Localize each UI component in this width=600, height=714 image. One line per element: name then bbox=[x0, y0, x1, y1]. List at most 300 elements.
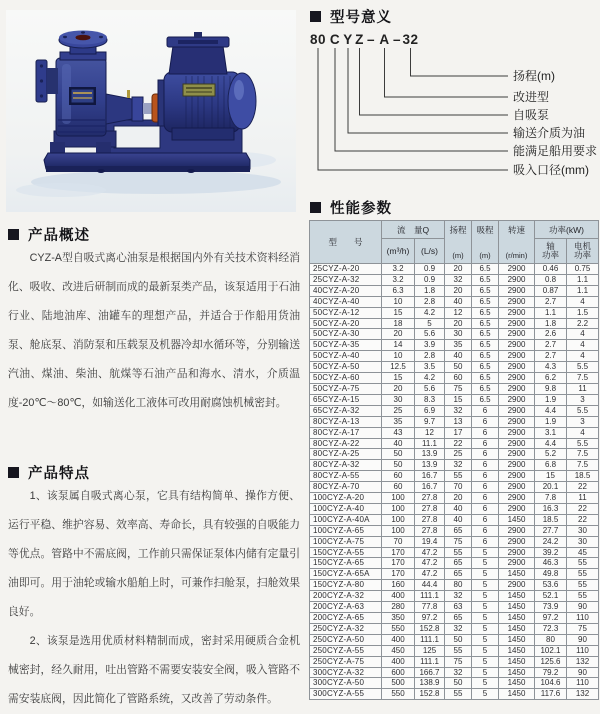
value-cell: 27.8 bbox=[415, 514, 445, 525]
value-cell: 16.7 bbox=[415, 482, 445, 493]
value-cell: 6.5 bbox=[472, 318, 499, 329]
table-row bbox=[310, 274, 599, 285]
model-cell: 150CYZ-A-80 bbox=[310, 580, 382, 591]
table-row bbox=[310, 667, 599, 678]
table-row bbox=[310, 362, 599, 373]
value-cell: 2900 bbox=[499, 351, 535, 362]
value-cell: 5 bbox=[472, 580, 499, 591]
value-cell: 50 bbox=[445, 678, 472, 689]
value-cell: 1450 bbox=[499, 689, 535, 700]
col-header-suction bbox=[472, 221, 499, 264]
table-row bbox=[310, 307, 599, 318]
model-cell: 65CYZ-A-15 bbox=[310, 394, 382, 405]
value-cell: 20.1 bbox=[535, 482, 567, 493]
value-cell: 43 bbox=[382, 427, 415, 438]
value-cell: 2900 bbox=[499, 285, 535, 296]
value-cell: 4.3 bbox=[535, 362, 567, 373]
value-cell: 2900 bbox=[499, 427, 535, 438]
value-cell: 1450 bbox=[499, 514, 535, 525]
code-part-Z: Z bbox=[355, 32, 364, 47]
model-cell: 80CYZ-A-70 bbox=[310, 482, 382, 493]
value-cell: 20 bbox=[445, 318, 472, 329]
value-cell: 8.3 bbox=[415, 394, 445, 405]
value-cell: 12.5 bbox=[382, 362, 415, 373]
value-cell: 6 bbox=[472, 493, 499, 504]
label-head: 扬程(m) bbox=[513, 69, 555, 83]
model-cell: 80CYZ-A-13 bbox=[310, 416, 382, 427]
value-cell: 6 bbox=[472, 416, 499, 427]
table-row bbox=[310, 656, 599, 667]
value-cell: 79.2 bbox=[535, 667, 567, 678]
value-cell: 2900 bbox=[499, 536, 535, 547]
value-cell: 50 bbox=[382, 449, 415, 460]
label-medium-oil: 输送介质为油 bbox=[513, 126, 586, 140]
model-designation-diagram bbox=[308, 28, 598, 196]
value-cell: 80 bbox=[535, 634, 567, 645]
model-meaning-title bbox=[310, 6, 392, 27]
value-cell: 2900 bbox=[499, 416, 535, 427]
model-cell: 80CYZ-A-17 bbox=[310, 427, 382, 438]
section-bullet-icon bbox=[8, 229, 19, 240]
value-cell: 2.7 bbox=[535, 296, 567, 307]
value-cell: 24.2 bbox=[535, 536, 567, 547]
value-cell: 2900 bbox=[499, 580, 535, 591]
value-cell: 111.1 bbox=[415, 634, 445, 645]
value-cell: 2900 bbox=[499, 318, 535, 329]
table-row bbox=[310, 591, 599, 602]
value-cell: 40 bbox=[445, 296, 472, 307]
value-cell: 5.6 bbox=[415, 383, 445, 394]
value-cell: 32 bbox=[445, 405, 472, 416]
value-cell: 6 bbox=[472, 482, 499, 493]
value-cell: 1450 bbox=[499, 656, 535, 667]
value-cell: 6 bbox=[472, 525, 499, 536]
col-header-speed-text: 转速 bbox=[507, 225, 525, 235]
section-bullet-icon bbox=[310, 202, 321, 213]
value-cell: 22 bbox=[567, 482, 599, 493]
features-paragraph-2: 2、该泵是选用优质材料精制而成，密封采用硬质合金机械密封，经久耐用，吐出管路不需要安装安全阀，吸入管路不需安装底阀，因此简化了管路系统，又改善了劳动条件。 bbox=[8, 635, 300, 705]
overview-paragraph: CYZ-A型自吸式离心油泵是根据国内外有关技术资料经消化、吸收、改进后研制而成的最新泵类产品，该泵适用于石油行业、陆地油库、油罐车的理想产品，并适合于作船用货油泵、舱底泵、消防泵和压载泵及机器冷却水循环等，分别输送汽油、煤油、柴油、航煤等石油产品和海水、清水，介质温度-20℃～80℃，如输送化工液体可改用耐腐蚀机械密封。 bbox=[8, 252, 300, 409]
value-cell: 55 bbox=[445, 471, 472, 482]
value-cell: 80 bbox=[445, 580, 472, 591]
value-cell: 6 bbox=[472, 449, 499, 460]
model-cell: 65CYZ-A-32 bbox=[310, 405, 382, 416]
model-cell: 300CYZ-A-55 bbox=[310, 689, 382, 700]
value-cell: 4 bbox=[567, 351, 599, 362]
value-cell: 2900 bbox=[499, 558, 535, 569]
value-cell: 4 bbox=[567, 427, 599, 438]
value-cell: 27.8 bbox=[415, 493, 445, 504]
value-cell: 111.1 bbox=[415, 591, 445, 602]
table-row bbox=[310, 427, 599, 438]
value-cell: 15 bbox=[382, 307, 415, 318]
table-row bbox=[310, 645, 599, 656]
value-cell: 1.1 bbox=[567, 274, 599, 285]
motor-power-line1: 电机 bbox=[573, 241, 591, 251]
performance-table bbox=[309, 220, 598, 700]
value-cell: 5.5 bbox=[567, 438, 599, 449]
value-cell: 40 bbox=[382, 438, 415, 449]
label-improved: 改进型 bbox=[513, 90, 550, 104]
value-cell: 11 bbox=[567, 383, 599, 394]
value-cell: 2900 bbox=[499, 482, 535, 493]
model-cell: 50CYZ-A-50 bbox=[310, 362, 382, 373]
value-cell: 160 bbox=[382, 580, 415, 591]
value-cell: 5.5 bbox=[567, 362, 599, 373]
value-cell: 2900 bbox=[499, 471, 535, 482]
value-cell: 16.7 bbox=[415, 471, 445, 482]
value-cell: 40 bbox=[445, 514, 472, 525]
value-cell: 0.8 bbox=[535, 274, 567, 285]
code-dash-icon: – bbox=[392, 32, 402, 47]
section-title-text: 性能参数 bbox=[330, 201, 392, 217]
code-dash-icon: – bbox=[366, 32, 376, 47]
value-cell: 52.1 bbox=[535, 591, 567, 602]
model-cell: 50CYZ-A-60 bbox=[310, 373, 382, 384]
value-cell: 6.8 bbox=[535, 460, 567, 471]
value-cell: 9.7 bbox=[415, 416, 445, 427]
value-cell: 53.6 bbox=[535, 580, 567, 591]
value-cell: 55 bbox=[445, 645, 472, 656]
value-cell: 60 bbox=[382, 482, 415, 493]
value-cell: 7.5 bbox=[567, 373, 599, 384]
value-cell: 1.8 bbox=[415, 285, 445, 296]
model-cell: 80CYZ-A-22 bbox=[310, 438, 382, 449]
table-header bbox=[310, 221, 599, 264]
col-header-flow-m3h: (m³/h) bbox=[382, 239, 415, 264]
model-cell: 250CYZ-A-55 bbox=[310, 645, 382, 656]
value-cell: 0.9 bbox=[415, 274, 445, 285]
value-cell: 1450 bbox=[499, 591, 535, 602]
performance-title bbox=[310, 197, 392, 218]
leader-line bbox=[385, 48, 509, 97]
value-cell: 100 bbox=[382, 503, 415, 514]
table-row bbox=[310, 318, 599, 329]
code-part-Y: Y bbox=[343, 32, 353, 47]
value-cell: 5 bbox=[415, 318, 445, 329]
value-cell: 13.9 bbox=[415, 449, 445, 460]
section-bullet-icon bbox=[8, 467, 19, 478]
value-cell: 0.87 bbox=[535, 285, 567, 296]
model-cell: 100CYZ-A-75 bbox=[310, 536, 382, 547]
value-cell: 13.9 bbox=[415, 460, 445, 471]
value-cell: 22 bbox=[567, 503, 599, 514]
value-cell: 3.2 bbox=[382, 274, 415, 285]
value-cell: 1.8 bbox=[535, 318, 567, 329]
value-cell: 32 bbox=[445, 667, 472, 678]
value-cell: 110 bbox=[567, 613, 599, 624]
perf-table-body bbox=[310, 264, 599, 700]
table-row bbox=[310, 689, 599, 700]
table-row bbox=[310, 536, 599, 547]
value-cell: 2900 bbox=[499, 493, 535, 504]
table-row bbox=[310, 613, 599, 624]
value-cell: 4.4 bbox=[535, 438, 567, 449]
value-cell: 170 bbox=[382, 547, 415, 558]
value-cell: 15 bbox=[382, 373, 415, 384]
table-row bbox=[310, 514, 599, 525]
code-part-32: 32 bbox=[402, 32, 419, 47]
value-cell: 20 bbox=[445, 493, 472, 504]
value-cell: 5 bbox=[472, 689, 499, 700]
value-cell: 75 bbox=[445, 383, 472, 394]
value-cell: 2.8 bbox=[415, 351, 445, 362]
performance-table-grid bbox=[309, 220, 599, 700]
value-cell: 39.2 bbox=[535, 547, 567, 558]
value-cell: 5 bbox=[472, 569, 499, 580]
value-cell: 17 bbox=[445, 427, 472, 438]
value-cell: 3.9 bbox=[415, 340, 445, 351]
table-row bbox=[310, 569, 599, 580]
label-self-priming: 自吸泵 bbox=[513, 108, 550, 122]
col-header-motor-power bbox=[567, 239, 599, 264]
value-cell: 3.1 bbox=[535, 427, 567, 438]
table-row bbox=[310, 351, 599, 362]
value-cell: 4 bbox=[567, 329, 599, 340]
value-cell: 27.8 bbox=[415, 503, 445, 514]
value-cell: 5 bbox=[472, 678, 499, 689]
model-cell: 150CYZ-A-55 bbox=[310, 547, 382, 558]
model-cell: 250CYZ-A-50 bbox=[310, 634, 382, 645]
value-cell: 2.7 bbox=[535, 351, 567, 362]
value-cell: 132 bbox=[567, 656, 599, 667]
table-row bbox=[310, 416, 599, 427]
table-row bbox=[310, 525, 599, 536]
col-header-speed-unit: (r/min) bbox=[505, 251, 528, 260]
table-row bbox=[310, 394, 599, 405]
value-cell: 40 bbox=[445, 503, 472, 514]
value-cell: 5.5 bbox=[567, 405, 599, 416]
value-cell: 6.5 bbox=[472, 351, 499, 362]
value-cell: 102.1 bbox=[535, 645, 567, 656]
col-header-shaft-power bbox=[535, 239, 567, 264]
value-cell: 6 bbox=[472, 405, 499, 416]
value-cell: 32 bbox=[445, 274, 472, 285]
value-cell: 2900 bbox=[499, 438, 535, 449]
value-cell: 110 bbox=[567, 678, 599, 689]
value-cell: 2900 bbox=[499, 547, 535, 558]
value-cell: 400 bbox=[382, 591, 415, 602]
value-cell: 1.9 bbox=[535, 416, 567, 427]
table-row bbox=[310, 460, 599, 471]
value-cell: 2900 bbox=[499, 307, 535, 318]
value-cell: 20 bbox=[382, 329, 415, 340]
model-cell: 25CYZ-A-20 bbox=[310, 264, 382, 275]
value-cell: 3.2 bbox=[382, 264, 415, 275]
value-cell: 5.6 bbox=[415, 329, 445, 340]
table-row bbox=[310, 547, 599, 558]
model-cell: 200CYZ-A-63 bbox=[310, 602, 382, 613]
value-cell: 1450 bbox=[499, 667, 535, 678]
table-row bbox=[310, 285, 599, 296]
value-cell: 65 bbox=[445, 558, 472, 569]
value-cell: 6.5 bbox=[472, 383, 499, 394]
value-cell: 500 bbox=[382, 678, 415, 689]
value-cell: 2900 bbox=[499, 340, 535, 351]
value-cell: 40 bbox=[445, 351, 472, 362]
value-cell: 11.1 bbox=[415, 438, 445, 449]
value-cell: 170 bbox=[382, 558, 415, 569]
product-photo bbox=[6, 10, 296, 212]
col-header-head bbox=[445, 221, 472, 264]
value-cell: 280 bbox=[382, 602, 415, 613]
pump-image-icon bbox=[6, 10, 296, 212]
value-cell: 1.1 bbox=[535, 307, 567, 318]
value-cell: 55 bbox=[567, 580, 599, 591]
value-cell: 75 bbox=[445, 536, 472, 547]
value-cell: 30 bbox=[445, 329, 472, 340]
value-cell: 5 bbox=[472, 547, 499, 558]
value-cell: 55 bbox=[567, 569, 599, 580]
value-cell: 6.5 bbox=[472, 394, 499, 405]
value-cell: 5 bbox=[472, 602, 499, 613]
value-cell: 9.8 bbox=[535, 383, 567, 394]
value-cell: 32 bbox=[445, 460, 472, 471]
value-cell: 2900 bbox=[499, 460, 535, 471]
value-cell: 97.2 bbox=[535, 613, 567, 624]
table-row bbox=[310, 383, 599, 394]
table-row bbox=[310, 623, 599, 634]
value-cell: 73.9 bbox=[535, 602, 567, 613]
features-title bbox=[8, 462, 90, 483]
value-cell: 72.3 bbox=[535, 623, 567, 634]
value-cell: 60 bbox=[382, 471, 415, 482]
value-cell: 6 bbox=[472, 460, 499, 471]
col-header-model: 型 号 bbox=[310, 221, 382, 264]
value-cell: 6.5 bbox=[472, 274, 499, 285]
value-cell: 63 bbox=[445, 602, 472, 613]
value-cell: 5 bbox=[472, 667, 499, 678]
col-header-head-unit: (m) bbox=[452, 251, 464, 260]
model-cell: 150CYZ-A-65 bbox=[310, 558, 382, 569]
code-part-C: C bbox=[329, 32, 341, 47]
value-cell: 90 bbox=[567, 602, 599, 613]
leader-line bbox=[318, 48, 508, 170]
value-cell: 3 bbox=[567, 394, 599, 405]
value-cell: 55 bbox=[445, 689, 472, 700]
value-cell: 1450 bbox=[499, 623, 535, 634]
value-cell: 18.5 bbox=[535, 514, 567, 525]
label-marine: 能满足船用要求 bbox=[513, 144, 598, 158]
value-cell: 49.8 bbox=[535, 569, 567, 580]
table-row bbox=[310, 503, 599, 514]
model-cell: 300CYZ-A-32 bbox=[310, 667, 382, 678]
value-cell: 111.1 bbox=[415, 656, 445, 667]
motor-power-line2: 功率 bbox=[573, 250, 591, 260]
value-cell: 22 bbox=[445, 438, 472, 449]
table-row bbox=[310, 264, 599, 275]
model-cell: 250CYZ-A-75 bbox=[310, 656, 382, 667]
value-cell: 110 bbox=[567, 645, 599, 656]
model-cell: 40CYZ-A-40 bbox=[310, 296, 382, 307]
value-cell: 22 bbox=[567, 514, 599, 525]
value-cell: 45 bbox=[567, 547, 599, 558]
value-cell: 25 bbox=[445, 449, 472, 460]
model-cell: 300CYZ-A-50 bbox=[310, 678, 382, 689]
value-cell: 10 bbox=[382, 351, 415, 362]
value-cell: 14 bbox=[382, 340, 415, 351]
code-part-A: A bbox=[379, 32, 390, 47]
value-cell: 100 bbox=[382, 525, 415, 536]
value-cell: 450 bbox=[382, 645, 415, 656]
value-cell: 47.2 bbox=[415, 558, 445, 569]
value-cell: 25 bbox=[382, 405, 415, 416]
value-cell: 100 bbox=[382, 493, 415, 504]
table-row bbox=[310, 558, 599, 569]
shaft-power-line1: 轴 bbox=[546, 241, 555, 251]
col-header-suction-unit: (m) bbox=[479, 251, 491, 260]
value-cell: 30 bbox=[567, 525, 599, 536]
table-row bbox=[310, 482, 599, 493]
table-row bbox=[310, 340, 599, 351]
section-title-text: 产品特点 bbox=[28, 466, 90, 482]
model-cell: 100CYZ-A-65 bbox=[310, 525, 382, 536]
value-cell: 6.5 bbox=[472, 285, 499, 296]
col-header-head-text: 扬程 bbox=[449, 225, 467, 235]
table-row bbox=[310, 329, 599, 340]
value-cell: 550 bbox=[382, 689, 415, 700]
model-cell: 80CYZ-A-25 bbox=[310, 449, 382, 460]
col-header-flow: 流 量Q bbox=[382, 221, 445, 239]
value-cell: 6.5 bbox=[472, 340, 499, 351]
value-cell: 5 bbox=[472, 558, 499, 569]
table-row bbox=[310, 634, 599, 645]
value-cell: 2900 bbox=[499, 329, 535, 340]
value-cell: 10 bbox=[382, 296, 415, 307]
value-cell: 350 bbox=[382, 613, 415, 624]
model-cell: 100CYZ-A-20 bbox=[310, 493, 382, 504]
value-cell: 13 bbox=[445, 416, 472, 427]
value-cell: 50 bbox=[445, 362, 472, 373]
value-cell: 132 bbox=[567, 689, 599, 700]
value-cell: 2.6 bbox=[535, 329, 567, 340]
value-cell: 5.2 bbox=[535, 449, 567, 460]
table-row bbox=[310, 602, 599, 613]
value-cell: 166.7 bbox=[415, 667, 445, 678]
model-cell: 50CYZ-A-35 bbox=[310, 340, 382, 351]
table-row bbox=[310, 296, 599, 307]
value-cell: 104.6 bbox=[535, 678, 567, 689]
value-cell: 75 bbox=[567, 623, 599, 634]
value-cell: 2900 bbox=[499, 525, 535, 536]
value-cell: 6 bbox=[472, 427, 499, 438]
value-cell: 2900 bbox=[499, 503, 535, 514]
value-cell: 46.3 bbox=[535, 558, 567, 569]
model-cell: 25CYZ-A-32 bbox=[310, 274, 382, 285]
value-cell: 4 bbox=[567, 296, 599, 307]
value-cell: 12 bbox=[415, 427, 445, 438]
value-cell: 1450 bbox=[499, 613, 535, 624]
value-cell: 600 bbox=[382, 667, 415, 678]
section-title-text: 产品概述 bbox=[28, 228, 90, 244]
model-cell: 50CYZ-A-75 bbox=[310, 383, 382, 394]
label-inlet-dia: 吸入口径(mm) bbox=[513, 163, 589, 177]
value-cell: 97.2 bbox=[415, 613, 445, 624]
value-cell: 15 bbox=[445, 394, 472, 405]
value-cell: 16.3 bbox=[535, 503, 567, 514]
value-cell: 12 bbox=[445, 307, 472, 318]
value-cell: 1.5 bbox=[567, 307, 599, 318]
value-cell: 2900 bbox=[499, 373, 535, 384]
value-cell: 65 bbox=[445, 613, 472, 624]
value-cell: 400 bbox=[382, 656, 415, 667]
value-cell: 19.4 bbox=[415, 536, 445, 547]
value-cell: 20 bbox=[445, 285, 472, 296]
value-cell: 4 bbox=[567, 340, 599, 351]
leader-line bbox=[360, 48, 509, 115]
value-cell: 60 bbox=[445, 373, 472, 384]
model-cell: 50CYZ-A-30 bbox=[310, 329, 382, 340]
